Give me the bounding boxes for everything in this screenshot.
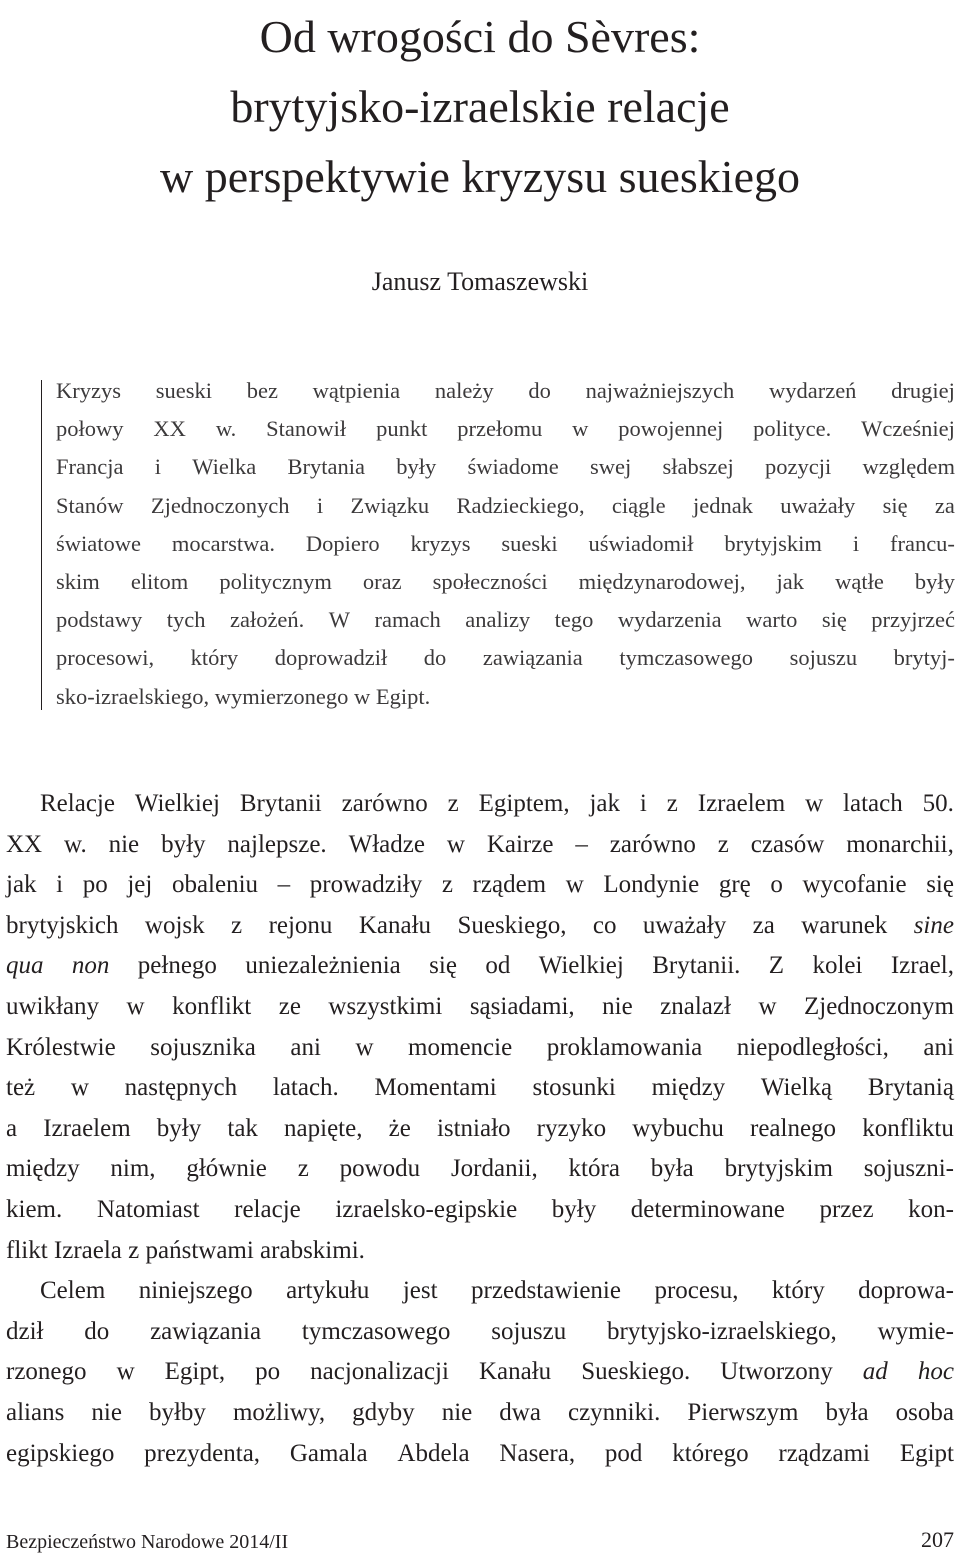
body-line: też w następnych latach. Momentami stosunki między Wielką Brytanią xyxy=(6,1074,954,1102)
page-number: 207 xyxy=(921,1527,954,1552)
abstract-line: Stanów Zjednoczonych i Związku Radzieckiego, ciągle jednak uważały się za xyxy=(56,492,955,518)
body-line: dził do zawiązania tymczasowego sojuszu brytyjsko-izraelskiego, wymie- xyxy=(6,1317,954,1345)
abstract-line: podstawy tych założeń. W ramach analizy tego wydarzenia warto się przyjrzeć xyxy=(56,607,955,633)
body-line: jak i po jej obaleniu – prowadziły z rządem w Londynie grę o wycofanie się xyxy=(6,871,954,899)
abstract-line: połowy XX w. Stanowił punkt przełomu w powojennej polityce. Wcześniej xyxy=(56,416,955,442)
body-line: XX w. nie były najlepsze. Władze w Kairze – zarówno z czasów monarchii, xyxy=(6,830,954,858)
abstract-line: procesowi, który doprowadził do zawiązania tymczasowego sojuszu brytyj- xyxy=(56,645,955,671)
body-text xyxy=(6,784,954,1474)
body-line: brytyjskich wojsk z rejonu Kanału Sueskiego, co uważały za warunek sine xyxy=(6,911,954,939)
body-line: kiem. Natomiast relacje izraelsko-egipskie były determinowane przez kon- xyxy=(6,1195,954,1223)
author-name: Janusz Tomaszewski xyxy=(371,267,589,296)
body-line: Celem niniejszego artykułu jest przedstawienie procesu, który doprowa- xyxy=(40,1277,954,1305)
body-line: między nim, głównie z powodu Jordanii, która była brytyjskim sojuszni- xyxy=(6,1155,954,1183)
title-line: Od wrogości do Sèvres: xyxy=(259,11,701,62)
body-line: uwikłany w konflikt ze wszystkimi sąsiadami, nie znalazł w Zjednoczonym xyxy=(6,992,954,1020)
journal-footer: Bezpieczeństwo Narodowe 2014/II xyxy=(6,1531,289,1553)
abstract-rule xyxy=(41,380,42,710)
body-line: alians nie byłby możliwy, gdyby nie dwa czynniki. Pierwszym była osoba xyxy=(6,1398,954,1426)
abstract-line: światowe mocarstwa. Dopiero kryzys sueski uświadomił brytyjskim i francu- xyxy=(56,530,955,556)
body-line: a Izraelem były tak napięte, że istniało ryzyko wybuchu realnego konfliktu xyxy=(6,1114,954,1142)
abstract-line: sko-izraelskiego, wymierzonego w Egipt. xyxy=(56,683,431,709)
title-line: w perspektywie kryzysu sueskiego xyxy=(159,151,801,202)
title-line: brytyjsko-izraelskie relacje xyxy=(230,81,730,132)
body-line: qua non pełnego uniezależnienia się od Wielkiej Brytanii. Z kolei Izrael, xyxy=(6,952,954,980)
abstract-line: skim elitom politycznym oraz społeczności międzynarodowej, jak wątłe były xyxy=(56,568,955,594)
body-line: flikt Izraela z państwami arabskimi. xyxy=(6,1236,365,1264)
abstract-line: Kryzys sueski bez wątpienia należy do najważniejszych wydarzeń drugiej xyxy=(56,378,955,403)
abstract xyxy=(56,372,955,716)
article-title xyxy=(0,0,960,212)
body-line: egipskiego prezydenta, Gamala Abdela Nasera, pod którego rządzami Egipt xyxy=(6,1439,954,1467)
body-line: Królestwie sojusznika ani w momencie proklamowania niepodległości, ani xyxy=(6,1033,954,1061)
abstract-line: Francja i Wielka Brytania były świadome swej słabszej pozycji względem xyxy=(56,454,955,480)
body-line: rzonego w Egipt, po nacjonalizacji Kanału Sueskiego. Utworzony ad hoc xyxy=(6,1358,954,1386)
body-line: Relacje Wielkiej Brytanii zarówno z Egiptem, jak i z Izraelem w latach 50. xyxy=(40,790,954,817)
